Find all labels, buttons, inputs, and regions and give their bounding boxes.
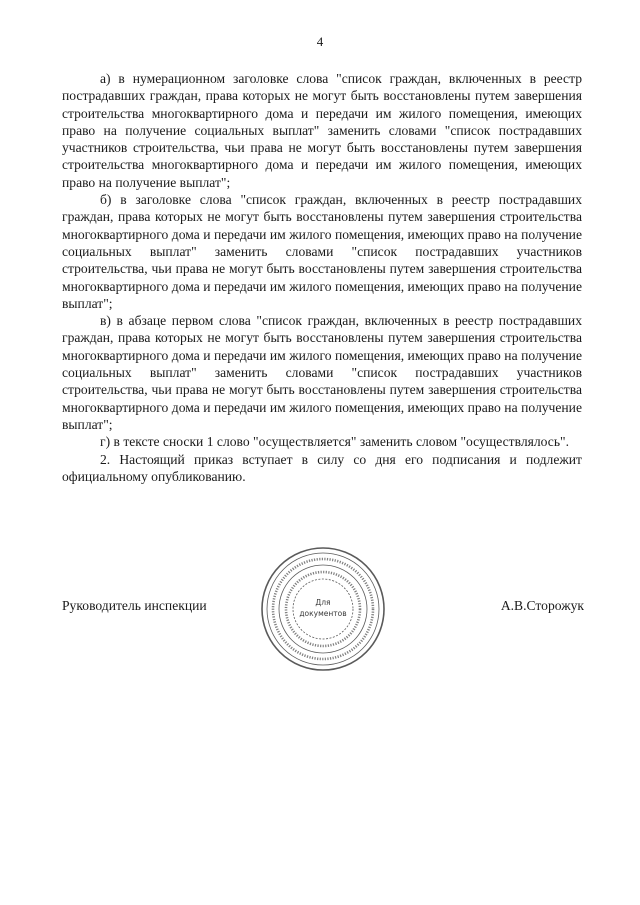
paragraph-v: в) в абзаце первом слова "список граждан, включенных в реестр пострадавших граждан, права которых не могут быть восстановлены путем завершения строительства многоквартирного дома и передачи им жилого помещения, имеющих право на получение социальных выплат" заменить словами "список пострадавших участников строительства, чьи права не могут быть восстановлены путем завершения строительства многоквартирного дома и передачи им жилого помещения, имеющих право на получение выплат"; bbox=[62, 313, 582, 432]
paragraph-g: г) в тексте сноски 1 слово "осуществляется" заменить словом "осуществлялось". bbox=[100, 434, 569, 450]
signer-title: Руководитель инспекции bbox=[62, 598, 207, 613]
stamp-center-line1: Для bbox=[315, 598, 331, 607]
page-number: 4 bbox=[316, 34, 324, 49]
official-stamp bbox=[258, 544, 388, 674]
document-body bbox=[62, 70, 582, 485]
paragraph-b: б) в заголовке слова "список граждан, включенных в реестр пострадавших граждан, права которых не могут быть восстановлены путем завершения строительства многоквартирного дома и передачи им жилого помещения, имеющих право на получение социальных выплат" заменить словами "список пострадавших участников строительства, чьи права не могут быть восстановлены путем завершения строительства многоквартирного дома и передачи им жилого помещения, имеющих право на получение выплат"; bbox=[62, 192, 582, 311]
paragraph-2: 2. Настоящий приказ вступает в силу со дня его подписания и подлежит официальному опубликованию. bbox=[62, 451, 582, 484]
stamp-center-line2: документов bbox=[299, 609, 347, 618]
paragraph-a: а) в нумерационном заголовке слова "список граждан, включенных в реестр пострадавших граждан, права которых не могут быть восстановлены путем завершения строительства многоквартирного дома и передачи им жилого помещения, имеющих право на получение социальных выплат" заменить словами "список пострадавших участников строительства, чьи права не могут быть восстановлены путем завершения строительства многоквартирного дома и передачи им жилого помещения, имеющих право на получение выплат"; bbox=[62, 71, 582, 190]
signer-name: А.В.Сторожук bbox=[500, 598, 584, 613]
